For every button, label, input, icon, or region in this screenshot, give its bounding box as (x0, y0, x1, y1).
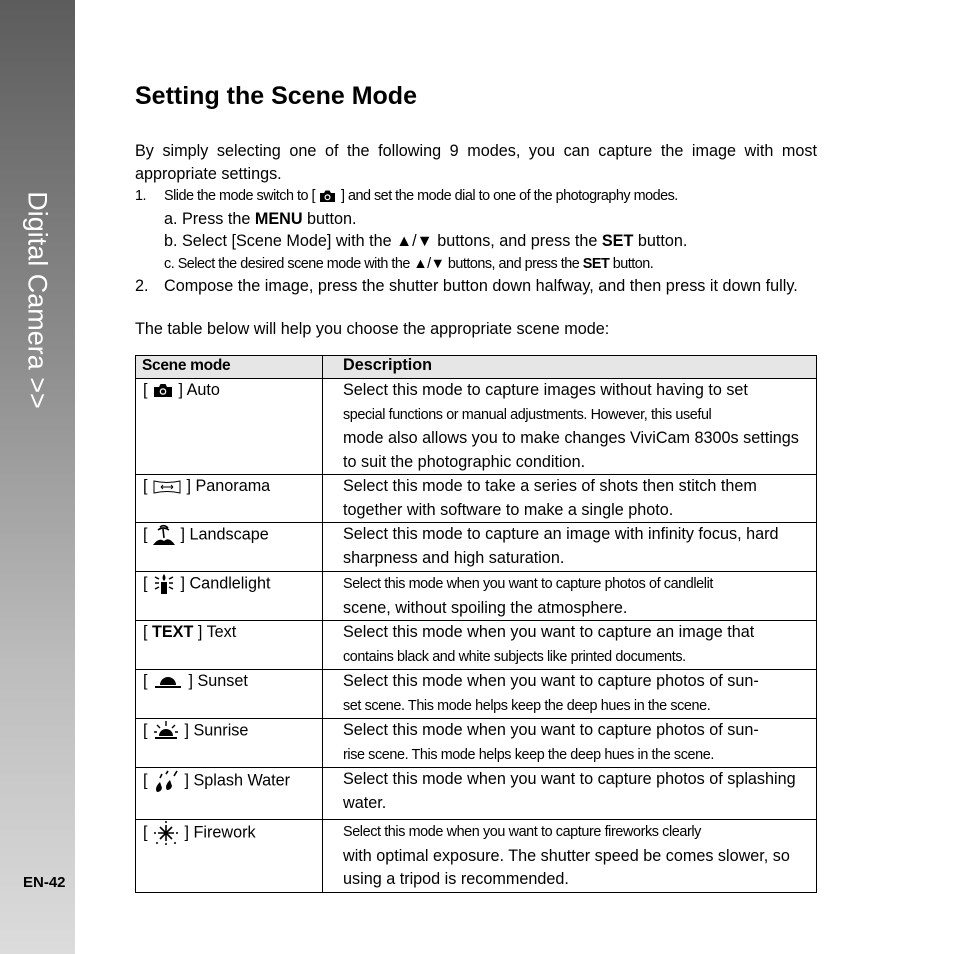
step-1 (135, 185, 817, 208)
mode-cell: [ ] Landscape (136, 523, 323, 572)
sunrise-icon (152, 719, 180, 743)
table-row (136, 475, 817, 523)
column-header-scene-mode: Scene mode (136, 356, 323, 379)
mode-cell: [ ] Splash Water (136, 768, 323, 820)
splash-water-icon (152, 768, 180, 794)
camera-icon (318, 189, 337, 204)
description-cell: Select this mode when you want to capture photos of sun- rise scene. This mode helps keep the deep hues in the scene. (323, 719, 817, 768)
step-2 (135, 275, 817, 298)
firework-icon (152, 820, 180, 846)
mode-cell: [ ] Panorama (136, 475, 323, 523)
table-row (136, 820, 817, 893)
description-cell: Select this mode when you want to capture photos of splashing water. (323, 768, 817, 820)
description-cell: Select this mode to capture images without having to set special functions or manual adjustments. However, this useful mode also allows you to make changes ViviCam 8300s settings to suit the photographic condition. (323, 379, 817, 475)
scene-mode-table (135, 355, 817, 893)
step-text: Compose the image, press the shutter button down halfway, and then press it down fully. (164, 277, 798, 295)
mode-cell: [ ] Sunrise (136, 719, 323, 768)
substep-a: a. Press the MENU button. (164, 209, 357, 228)
column-header-description: Description (323, 356, 817, 379)
page-title: Setting the Scene Mode (135, 82, 417, 110)
intro-paragraph: By simply selecting one of the following 9 modes, you can capture the image with most appropriate settings. (135, 142, 817, 183)
sunset-icon (152, 672, 184, 692)
description-cell: Select this mode when you want to capture fireworks clearly with optimal exposure. The shutter speed be comes slower, so using a tripod is recommended. (323, 820, 817, 893)
sidebar (0, 0, 75, 954)
table-header (136, 356, 817, 379)
table-row (136, 523, 817, 572)
text-mode-icon: TEXT (152, 623, 194, 641)
table-row (136, 719, 817, 768)
description-cell: Select this mode when you want to capture photos of candlelit scene, without spoiling the atmosphere. (323, 572, 817, 621)
description-cell: Select this mode when you want to capture an image that contains black and white subjects like printed documents. (323, 621, 817, 670)
step-number: 2. (135, 277, 149, 295)
substep-c: c. Select the desired scene mode with the ▲/▼ buttons, and press the SET button. (164, 255, 654, 272)
mode-cell: [ ] Sunset (136, 670, 323, 719)
instructions (135, 140, 817, 340)
camera-icon (152, 382, 174, 399)
table-row (136, 768, 817, 820)
table-intro: The table below will help you choose the appropriate scene mode: (135, 319, 610, 338)
landscape-icon (152, 523, 176, 547)
table-row (136, 621, 817, 670)
mode-cell: [ ] Auto (136, 379, 323, 475)
description-cell: Select this mode when you want to capture photos of sun- set scene. This mode helps keep the deep hues in the scene. (323, 670, 817, 719)
description-cell: Select this mode to capture an image with infinity focus, hard sharpness and high saturation. (323, 523, 817, 572)
description-cell: Select this mode to take a series of shots then stitch them together with software to make a single photo. (323, 475, 817, 523)
mode-cell: [ ] Firework (136, 820, 323, 893)
mode-cell: [ TEXT ] Text (136, 621, 323, 670)
mode-cell: [ ] Candlelight (136, 572, 323, 621)
page-number: EN-42 (23, 874, 66, 891)
step-number: 1. (135, 188, 147, 204)
table-row (136, 572, 817, 621)
step-text: Slide the mode switch to [ ] and set the mode dial to one of the photography modes. (164, 188, 678, 204)
table-row (136, 670, 817, 719)
panorama-icon (152, 478, 182, 496)
candlelight-icon (152, 572, 176, 596)
section-title-vertical: Digital Camera >> (22, 191, 53, 409)
substep-b: b. Select [Scene Mode] with the ▲/▼ buttons, and press the SET button. (164, 232, 688, 250)
table-row (136, 379, 817, 475)
